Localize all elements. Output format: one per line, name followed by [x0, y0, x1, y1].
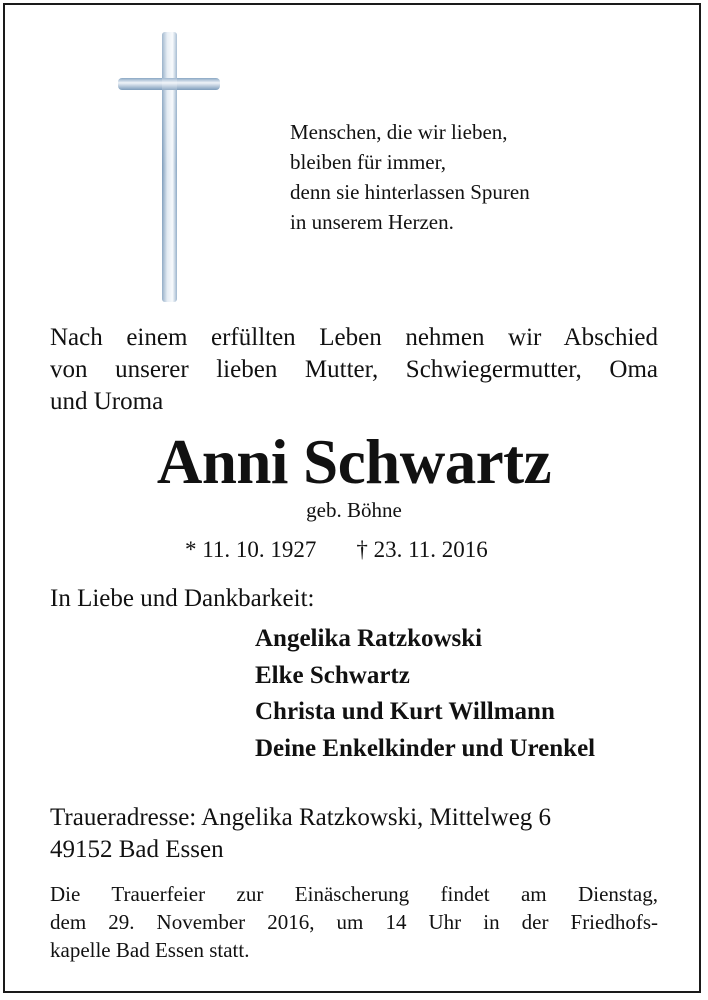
funeral-service-info	[50, 880, 658, 964]
mourning-address	[50, 802, 551, 866]
poem-line: Menschen, die wir lieben,	[290, 120, 508, 144]
address-line: Traueradresse: Angelika Ratzkowski, Mittelweg 6	[50, 804, 552, 831]
death-date: † 23. 11. 2016	[356, 537, 488, 562]
poem-line: bleiben für immer,	[290, 150, 447, 174]
address-line: 49152 Bad Essen	[50, 836, 224, 863]
poem-line: denn sie hinterlassen Spuren	[290, 180, 530, 204]
service-line: Die Trauerfeier zur Einäscherung findet am Dienstag,	[50, 882, 658, 906]
mourner-name: Christa und Kurt Willmann	[255, 698, 555, 725]
farewell-intro	[50, 322, 658, 418]
birth-date: * 11. 10. 1927	[185, 537, 317, 562]
intro-line: von unserer lieben Mutter, Schwiegermutter, Oma	[50, 356, 658, 383]
mourner-name: Deine Enkelkinder und Urenkel	[255, 734, 596, 762]
thanks-line: In Liebe und Dankbarkeit:	[50, 585, 315, 612]
service-line: dem 29. November 2016, um 14 Uhr in der Friedhofs-	[50, 910, 658, 934]
life-dates	[185, 536, 488, 564]
mourners-list	[255, 621, 595, 767]
memorial-poem	[290, 117, 530, 237]
deceased-name: Anni Schwartz	[156, 427, 552, 497]
maiden-name: geb. Böhne	[306, 498, 402, 522]
mourner-name: Angelika Ratzkowski	[255, 625, 483, 652]
cross-icon	[118, 30, 222, 310]
intro-line: Nach einem erfüllten Leben nehmen wir Abschied	[50, 324, 658, 351]
mourner-name: Elke Schwartz	[255, 661, 410, 689]
poem-line: in unserem Herzen.	[290, 210, 454, 234]
service-line: kapelle Bad Essen statt.	[50, 938, 250, 962]
intro-line: und Uroma	[50, 388, 164, 415]
